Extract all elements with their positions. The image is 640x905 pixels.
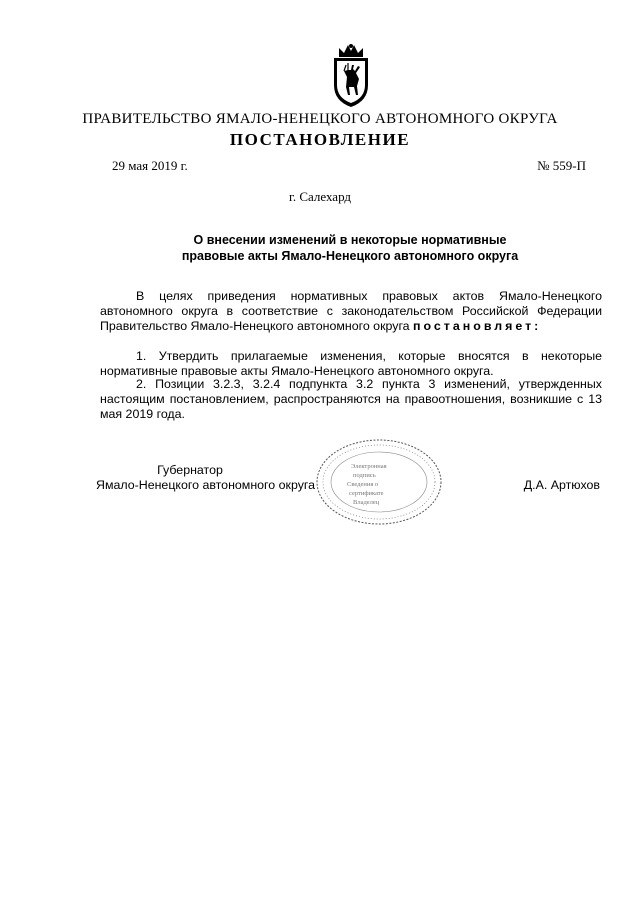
svg-text:подпись: подпись [353,472,376,479]
document-type: ПОСТАНОВЛЕНИЕ [229,130,411,149]
document-number: № 559-П [537,158,586,173]
item-1-text: 1. Утвердить прилагаемые изменения, которые вносятся в некоторые нормативные правовые акты Ямало-Ненецкого автономного округа. [100,349,602,379]
subject-line-1: О внесении изменений в некоторые нормативные [193,233,507,247]
electronic-signature-stamp [313,436,445,528]
svg-text:сертификате: сертификате [349,490,384,497]
document-city: г. Салехард [288,189,352,204]
subject-line-2: правовые акты Ямало-Ненецкого автономного округа [181,249,519,263]
svg-text:Электронная: Электронная [351,463,387,470]
item-1-paragraph [100,349,602,379]
svg-text:Сведения о: Сведения о [347,481,379,488]
signer-title-line-1: Губернатор [157,463,223,477]
svg-text:Владелец: Владелец [353,499,380,506]
preamble-text: В целях приведения нормативных правовых актов Ямало-Ненецкого автономного округа в соответствие с законодательством Российской Федерации Правительство Ямало-Ненецкого автономного округа [100,289,602,334]
organization-name: ПРАВИТЕЛЬСТВО ЯМАЛО-НЕНЕЦКОГО АВТОНОМНОГО ОКРУГА [82,111,558,127]
signer-name: Д.А. Артюхов [523,478,600,492]
document-subject [150,232,550,264]
preamble-paragraph [100,289,602,335]
decree-word: постановляет: [413,319,542,334]
item-2-text: 2. Позиции 3.2.3, 3.2.4 подпункта 3.2 пункта 3 изменений, утвержденных настоящим постановлением, распространяются на правоотношения, возникшие с 13 мая 2019 года. [100,377,602,422]
document-date: 29 мая 2019 г. [112,158,188,173]
item-2-paragraph [100,377,602,423]
signer-title-line-2: Ямало-Ненецкого автономного округа [96,478,316,492]
coat-of-arms-icon [326,43,376,109]
